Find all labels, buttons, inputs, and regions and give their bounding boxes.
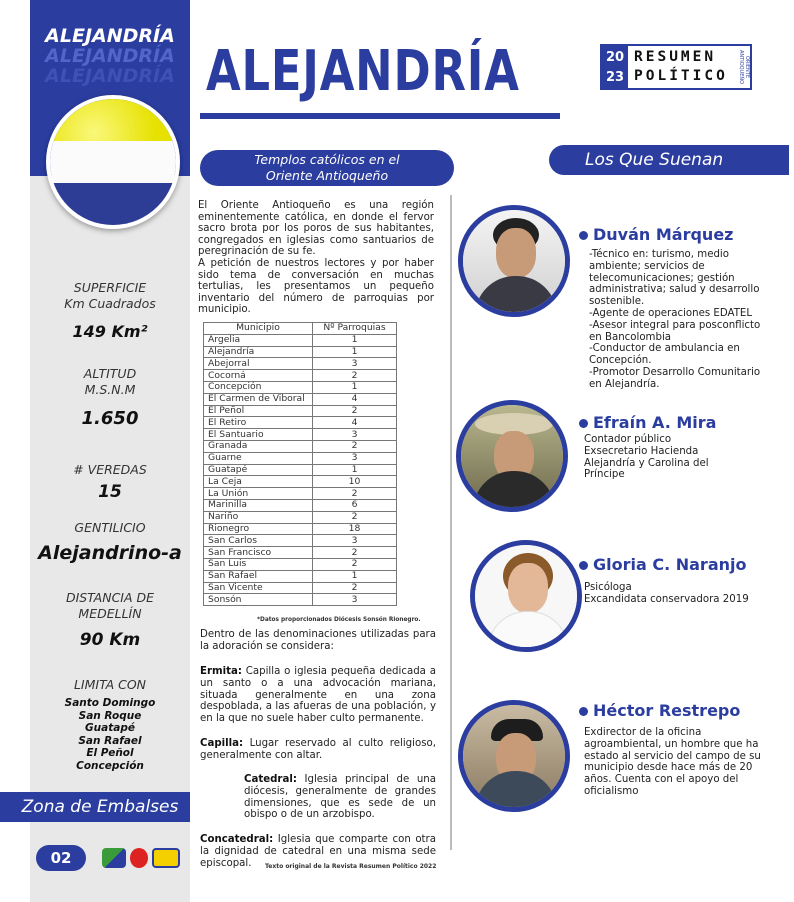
def-ermita: Capilla o iglesia pequeña dedicada a un santo o a una advocación mariana, situada generalmente en una zona despoblada, a las afueras de una población, y en la que no suele haber culto permanente.	[200, 666, 436, 725]
badge-year-top: 20	[605, 50, 625, 65]
candidate-description	[584, 582, 764, 606]
cell-parroquias: 2	[313, 582, 397, 594]
table-row	[204, 405, 397, 417]
candidate-name-text: Héctor Restrepo	[593, 701, 741, 720]
cell-municipio: Guatapé	[204, 464, 313, 476]
cell-municipio: Argelia	[204, 334, 313, 346]
cell-parroquias: 1	[313, 464, 397, 476]
stat-label: # VEREDAS	[73, 462, 147, 477]
stat-value: 90 Km	[79, 630, 141, 650]
cell-municipio: El Carmen de Viboral	[204, 393, 313, 405]
candidate-line: -Conductor de ambulancia en Concepción.	[589, 343, 740, 367]
cell-parroquias: 2	[313, 558, 397, 570]
table-row	[204, 547, 397, 559]
cell-municipio: El Retiro	[204, 417, 313, 429]
candidate-name	[579, 555, 746, 574]
stat-label: LIMITA CON	[73, 677, 147, 692]
column-header-municipio: Municipio	[204, 323, 313, 335]
candidate-line: -Técnico en: turismo, medio ambiente; servicios de telecomunicaciones; gestión administrativa; salud y desarrollo sostenible.	[589, 249, 760, 308]
stat-label: DISTANCIA DE	[65, 590, 155, 605]
table-row	[204, 511, 397, 523]
candidate-photo	[470, 540, 582, 652]
table-row	[204, 523, 397, 535]
candidate-photo	[458, 700, 570, 812]
cell-parroquias: 3	[313, 429, 397, 441]
candidate-line: Excandidata conservadora 2019	[584, 593, 749, 605]
stat-label: SUPERFICIE	[73, 280, 147, 295]
table-row	[204, 582, 397, 594]
table-row	[204, 594, 397, 606]
intro-paragraph-1: El Oriente Antioqueño es una región eminentemente católica, en donde el fervor sacro brota por los poros de sus habitantes, congregados en iglesias como santuarios de peregrinación de su fe.	[198, 200, 434, 258]
candidate-name-text: Gloria C. Naranjo	[593, 555, 747, 574]
cell-municipio: Alejandría	[204, 346, 313, 358]
page-title: ALEJANDRÍA	[206, 39, 520, 104]
candidate-line: Exsecretario Hacienda Alejandría y Carolina del Príncipe	[584, 445, 709, 481]
name-line-2: ALEJANDRÍA	[45, 45, 175, 67]
definition-ermita	[200, 666, 436, 725]
cell-parroquias: 6	[313, 499, 397, 511]
limita-item: San Roque	[78, 709, 142, 722]
limita-item: Santo Domingo	[64, 697, 156, 709]
table-row	[204, 440, 397, 452]
stat-sublabel: Km Cuadrados	[64, 296, 156, 311]
def-concatedral: Iglesia que comparte con otra la dignidad de catedral en una misma sede episcopal.	[200, 834, 436, 869]
stat-gentilicio	[30, 520, 190, 564]
name-line-1: ALEJANDRÍA	[45, 25, 175, 47]
parroquias-table	[203, 322, 397, 606]
table-row	[204, 417, 397, 429]
cell-parroquias: 2	[313, 440, 397, 452]
cell-municipio: Concepción	[204, 381, 313, 393]
badge-year-bottom: 23	[605, 70, 625, 85]
stat-value: 15	[98, 482, 122, 502]
article-credit: Texto original de la Revista Resumen Político 2022	[265, 863, 437, 870]
cell-parroquias: 2	[313, 488, 397, 500]
candidate-name	[579, 413, 716, 432]
flag-icon	[46, 95, 180, 229]
table-row	[204, 452, 397, 464]
candidate-description	[589, 249, 769, 391]
bullet-icon	[579, 419, 588, 428]
table-row	[204, 346, 397, 358]
cell-parroquias: 1	[313, 346, 397, 358]
cell-parroquias: 18	[313, 523, 397, 535]
cell-municipio: San Francisco	[204, 547, 313, 559]
badge-line-1: RESUMEN	[634, 49, 717, 65]
table-row	[204, 358, 397, 370]
candidate-name-text: Efraín A. Mira	[593, 413, 717, 432]
limita-item: Concepción	[76, 759, 144, 772]
denominaciones-intro: Dentro de las denominaciones utilizadas para la adoración se considera:	[200, 629, 436, 652]
badge-line-2: POLÍTICO	[634, 68, 728, 84]
article-heading-line-2: Oriente Antioqueño	[265, 168, 389, 183]
name-line-3: ALEJANDRÍA	[45, 65, 175, 87]
cell-parroquias: 2	[313, 511, 397, 523]
def-catedral: Iglesia principal de una diócesis, generalmente de grandes dimensiones, que es sede de un obispo o de un arzobispo.	[244, 774, 436, 821]
cell-parroquias: 3	[313, 452, 397, 464]
candidate-line: Contador público	[584, 434, 672, 445]
stat-sublabel: MEDELLÍN	[78, 606, 142, 621]
table-row	[204, 464, 397, 476]
sponsor-logo-icon	[102, 848, 126, 868]
table-row	[204, 476, 397, 488]
def-capilla: Lugar reservado al culto religioso, generalmente con altar.	[200, 738, 436, 761]
table-row	[204, 558, 397, 570]
stat-value: 1.650	[81, 408, 139, 429]
limita-item: Guatapé	[85, 722, 135, 734]
stat-limita	[30, 677, 190, 772]
title-underline	[200, 113, 560, 119]
cell-parroquias: 3	[313, 594, 397, 606]
zona-label: Zona de Embalses	[0, 792, 190, 822]
limita-item: El Peñol	[86, 747, 134, 759]
cell-municipio: San Carlos	[204, 535, 313, 547]
stat-veredas	[30, 462, 190, 502]
stat-distancia	[30, 590, 190, 650]
article-heading-line-1: Templos católicos en el	[254, 152, 400, 167]
table-row	[204, 488, 397, 500]
cell-parroquias: 3	[313, 535, 397, 547]
column-divider	[450, 195, 452, 850]
table-source-note: *Datos proporcionados Diócesis Sonsón Rionegro.	[257, 617, 421, 623]
candidate-name-text: Duván Márquez	[593, 225, 734, 244]
cell-municipio: San Luis	[204, 558, 313, 570]
table-row	[204, 381, 397, 393]
stat-label: GENTILICIO	[74, 520, 146, 535]
cell-parroquias: 1	[313, 570, 397, 582]
column-header-parroquias: Nº Parroquias	[313, 323, 397, 335]
page-number: 02	[36, 845, 86, 871]
sponsor-logos	[102, 847, 188, 869]
publication-badge	[600, 44, 752, 90]
definition-catedral	[244, 774, 436, 821]
stat-label: ALTITUD	[83, 366, 137, 381]
cell-parroquias: 4	[313, 393, 397, 405]
cell-parroquias: 1	[313, 334, 397, 346]
limita-item: San Rafael	[78, 734, 142, 747]
table-row	[204, 334, 397, 346]
cell-municipio: Rionegro	[204, 523, 313, 535]
table-row	[204, 393, 397, 405]
table-row	[204, 429, 397, 441]
cell-municipio: Cocorná	[204, 370, 313, 382]
term-ermita: Ermita:	[200, 666, 242, 677]
candidate-name	[579, 225, 733, 244]
candidate-description	[584, 727, 779, 798]
cell-parroquias: 10	[313, 476, 397, 488]
cell-parroquias: 2	[313, 405, 397, 417]
candidates-heading: Los Que Suenan	[549, 145, 789, 175]
stat-value: Alejandrino-a	[38, 542, 182, 564]
badge-side-text: ORIENTE ANTIOQUEÑO	[738, 49, 750, 85]
candidate-line: -Promotor Desarrollo Comunitario en Alejandría.	[589, 366, 761, 390]
stat-value: 149 Km²	[72, 322, 148, 341]
term-concatedral: Concatedral:	[200, 834, 274, 845]
term-capilla: Capilla:	[200, 738, 244, 749]
candidate-photo	[456, 400, 568, 512]
candidate-line: -Asesor integral para posconflicto en Bancolombia	[589, 319, 761, 343]
cell-parroquias: 4	[313, 417, 397, 429]
sponsor-seal-icon	[130, 848, 148, 868]
table-row	[204, 370, 397, 382]
limita-list	[30, 697, 190, 772]
cell-municipio: Sonsón	[204, 594, 313, 606]
cell-municipio: La Ceja	[204, 476, 313, 488]
municipality-name-stack	[30, 26, 190, 86]
cell-municipio: El Santuario	[204, 429, 313, 441]
table-row	[204, 570, 397, 582]
cell-municipio: San Vicente	[204, 582, 313, 594]
cell-municipio: Nariño	[204, 511, 313, 523]
stat-altitud	[30, 366, 190, 429]
cell-municipio: Guarne	[204, 452, 313, 464]
stat-superficie	[30, 280, 190, 341]
cell-municipio: El Peñol	[204, 405, 313, 417]
candidate-photo	[458, 205, 570, 317]
cell-parroquias: 1	[313, 381, 397, 393]
sponsor-badge-icon	[152, 848, 180, 868]
article-heading	[200, 150, 454, 186]
badge-title	[628, 46, 740, 88]
article-intro	[198, 200, 434, 316]
cell-municipio: Granada	[204, 440, 313, 452]
stat-sublabel: M.S.N.M	[84, 382, 136, 397]
cell-municipio: La Unión	[204, 488, 313, 500]
definition-capilla	[200, 738, 436, 762]
intro-paragraph-2: A petición de nuestros lectores y por haber sido tema de conversación en muchas tertulias, les presentamos un pequeño inventario del número de parroquias por municipio.	[198, 257, 434, 316]
term-catedral: Catedral:	[244, 774, 297, 785]
bullet-icon	[579, 707, 588, 716]
bullet-icon	[579, 561, 588, 570]
cell-parroquias: 3	[313, 358, 397, 370]
table-row	[204, 499, 397, 511]
cell-municipio: San Rafael	[204, 570, 313, 582]
candidate-line: Psicóloga	[584, 582, 632, 593]
badge-year	[602, 46, 628, 88]
candidate-name	[579, 701, 740, 720]
cell-municipio: Marinilla	[204, 499, 313, 511]
table-header-row	[204, 323, 397, 335]
candidate-description	[584, 434, 724, 481]
candidate-line: Exdirector de la oficina agroambiental, un hombre que ha estado al servicio del campo de su municipio desde hace más de 20 años. Cuenta con el apoyo del oficialismo	[584, 727, 761, 797]
cell-parroquias: 2	[313, 370, 397, 382]
flag-white-stripe	[50, 141, 176, 183]
candidate-line: -Agente de operaciones EDATEL	[589, 307, 753, 319]
cell-parroquias: 2	[313, 547, 397, 559]
bullet-icon	[579, 231, 588, 240]
cell-municipio: Abejorral	[204, 358, 313, 370]
table-row	[204, 535, 397, 547]
